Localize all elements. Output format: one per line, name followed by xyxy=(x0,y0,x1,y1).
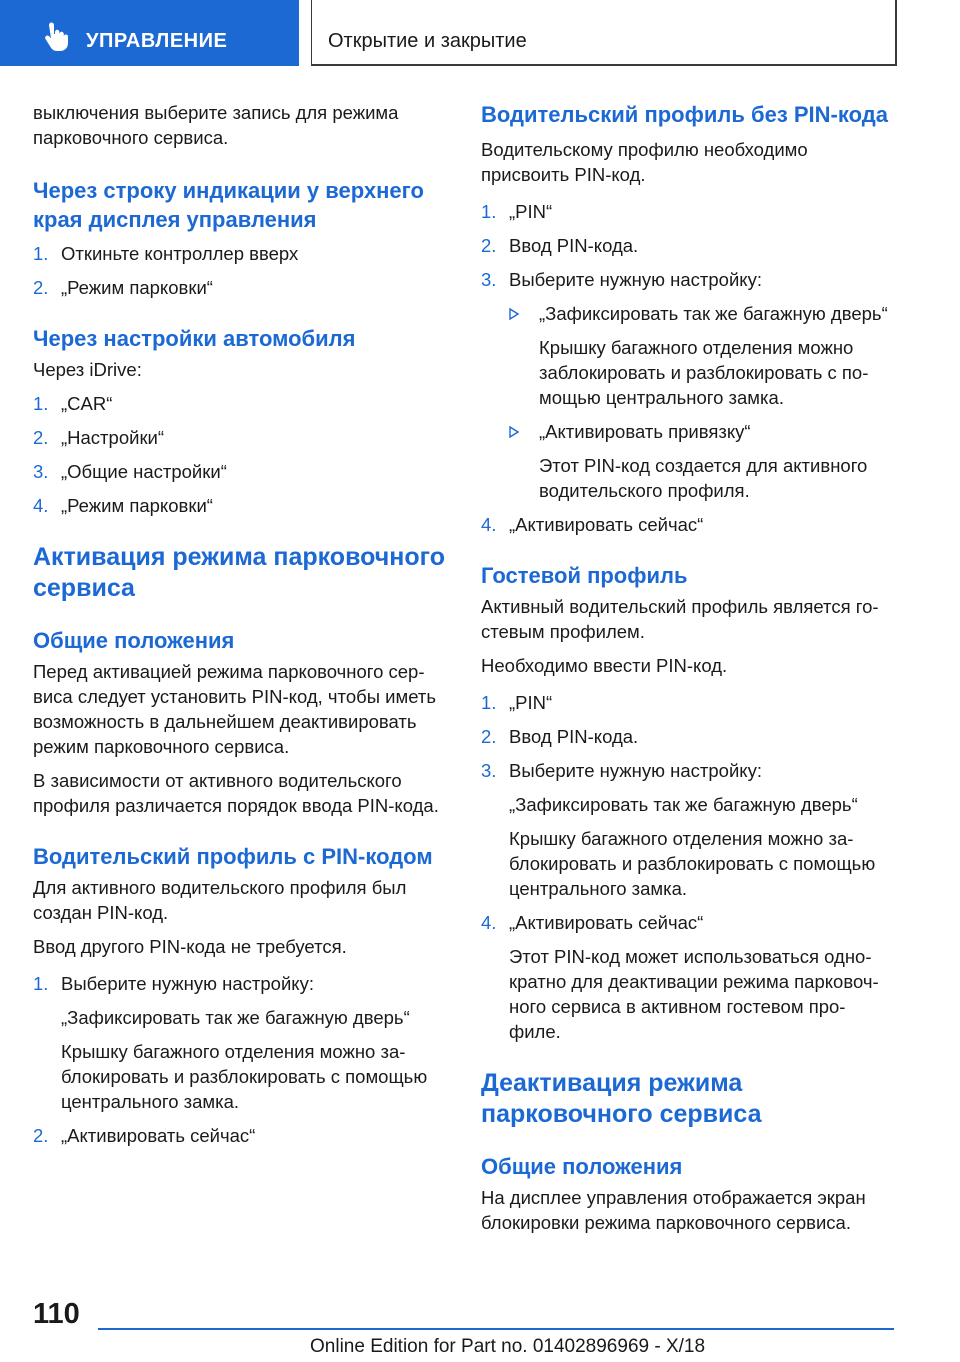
heading-vehicle-settings: Через настройки автомобиля xyxy=(33,326,356,351)
steps-vehicle xyxy=(33,391,448,518)
list-item: 2. „Активировать сейчас“ xyxy=(33,1125,256,1146)
page-number: 110 xyxy=(33,1298,80,1330)
list-item: 1. „CAR“ xyxy=(33,393,113,414)
triangle-bullet-icon xyxy=(509,308,519,320)
option-item: „Зафиксировать так же багажную дверь“ Крышку багажного отделения можно заблокировать и разблокировать с по-мощью центрального замка. xyxy=(509,301,896,410)
option-description: Крышку багажного отделения можно за-блокировать и разблокировать с помощью центрального замка. xyxy=(509,828,876,899)
paragraph: Перед активацией режима парковочного сер-виса следует установить PIN-код, чтобы иметь возможность в дальнейшем деактивировать режим парковочного сервиса. xyxy=(33,661,436,757)
paragraph: Активный водительский профиль является го-стевым профилем. xyxy=(481,596,879,642)
heading-general: Общие положения xyxy=(481,1154,683,1179)
list-item: 2. „Настройки“ xyxy=(33,427,165,448)
list-item: 2. Ввод PIN-кода. xyxy=(481,235,639,256)
steps-with-pin xyxy=(33,971,448,1148)
list-item: 1. „PIN“ xyxy=(481,692,553,713)
steps-no-pin xyxy=(481,199,896,537)
heading-general: Общие положения xyxy=(33,628,235,653)
paragraph: В зависимости от активного водительского профиля различается порядок ввода PIN-кода. xyxy=(33,770,439,816)
option-description: Крышку багажного отделения можно за-блокировать и разблокировать с помощью центрального замка. xyxy=(61,1041,428,1112)
left-column xyxy=(33,100,448,1148)
option-description: Этот PIN-код может использоваться одно-кратно для деактивации режима парковоч-ного сервиса в активном гостевом про-филе. xyxy=(509,946,879,1042)
chapter-tab[interactable] xyxy=(311,0,897,66)
list-item: 4. „Активировать сейчас“ Этот PIN-код может использоваться одно-кратно для деактивации режима парковоч-ного сервиса в активном гостевом про-филе. xyxy=(481,910,896,1044)
heading-profile-with-pin: Водительский профиль с PIN-кодом xyxy=(33,844,433,869)
steps-guest xyxy=(481,690,896,1044)
option-item: „Активировать привязку“ Этот PIN-код создается для активного водительского профиля. xyxy=(509,419,896,503)
heading-deactivation: Деактивация режима парковочного сервиса xyxy=(481,1069,762,1128)
heading-status-bar: Через строку индикации у верхнего края дисплея управления xyxy=(33,178,424,232)
option-description: Крышку багажного отделения можно заблокировать и разблокировать с по-мощью центрального замка. xyxy=(539,337,869,408)
list-item: 1. Выберите нужную настройку: „Зафиксировать так же багажную дверь“ Крышку багажного отделения можно за-блокировать и разблокировать с помощью центрального замка. xyxy=(33,971,448,1114)
hand-pointer-icon xyxy=(40,22,70,52)
paragraph: Необходимо ввести PIN-код. xyxy=(481,655,728,676)
paragraph: выключения выберите запись для режима парковочного сервиса. xyxy=(33,102,399,148)
list-item: 4. „Активировать сейчас“ xyxy=(481,514,704,535)
paragraph: Через iDrive: xyxy=(33,359,142,380)
list-item: 3. Выберите нужную настройку: „Зафиксировать так же багажную дверь“ Крышку багажного отделения можно за-блокировать и разблокировать с помощью центрального замка. xyxy=(481,758,896,901)
steps-status-bar xyxy=(33,241,448,300)
paragraph: Ввод другого PIN-кода не требуется. xyxy=(33,936,347,957)
list-item: 3. Выберите нужную настройку: „Зафиксировать так же багажную дверь“ Крышку багажного отделения можно заблокировать и разблокировать с по-мощью центрального замка. „Активировать привязку“ Этот PIN-код создается для активного водительского профиля. xyxy=(481,267,896,503)
paragraph: Для активного водительского профиля был создан PIN-код. xyxy=(33,877,407,923)
paragraph: Водительскому профилю необходимо присвоить PIN-код. xyxy=(481,139,808,185)
edition-text: Online Edition for Part no. 01402896969 - X/18 xyxy=(310,1336,706,1357)
right-column xyxy=(481,100,896,1235)
section-label: УПРАВЛЕНИЕ xyxy=(86,30,228,52)
list-item: 1. „PIN“ xyxy=(481,201,553,222)
list-item: 2. „Режим парковки“ xyxy=(33,277,213,298)
option-list xyxy=(509,301,896,503)
option-text: „Зафиксировать так же багажную дверь“ xyxy=(509,794,858,815)
heading-profile-no-pin: Водительский профиль без PIN-кода xyxy=(481,102,888,127)
list-item: 3. „Общие настройки“ xyxy=(33,461,227,482)
list-item: 1. Откиньте контроллер вверх xyxy=(33,243,299,264)
option-description: Этот PIN-код создается для активного водительского профиля. xyxy=(539,455,868,501)
chapter-label: Открытие и закрытие xyxy=(328,30,527,52)
heading-guest-profile: Гостевой профиль xyxy=(481,563,688,588)
list-item: 2. Ввод PIN-кода. xyxy=(481,726,639,747)
heading-activation: Активация режима парковочного сервиса xyxy=(33,543,445,602)
section-tab[interactable] xyxy=(0,0,299,66)
triangle-bullet-icon xyxy=(509,426,519,438)
list-item: 4. „Режим парковки“ xyxy=(33,495,213,516)
footer-divider xyxy=(98,1328,894,1330)
paragraph: На дисплее управления отображается экран блокировки режима парковочного сервиса. xyxy=(481,1187,866,1233)
option-text: „Зафиксировать так же багажную дверь“ xyxy=(61,1007,410,1028)
